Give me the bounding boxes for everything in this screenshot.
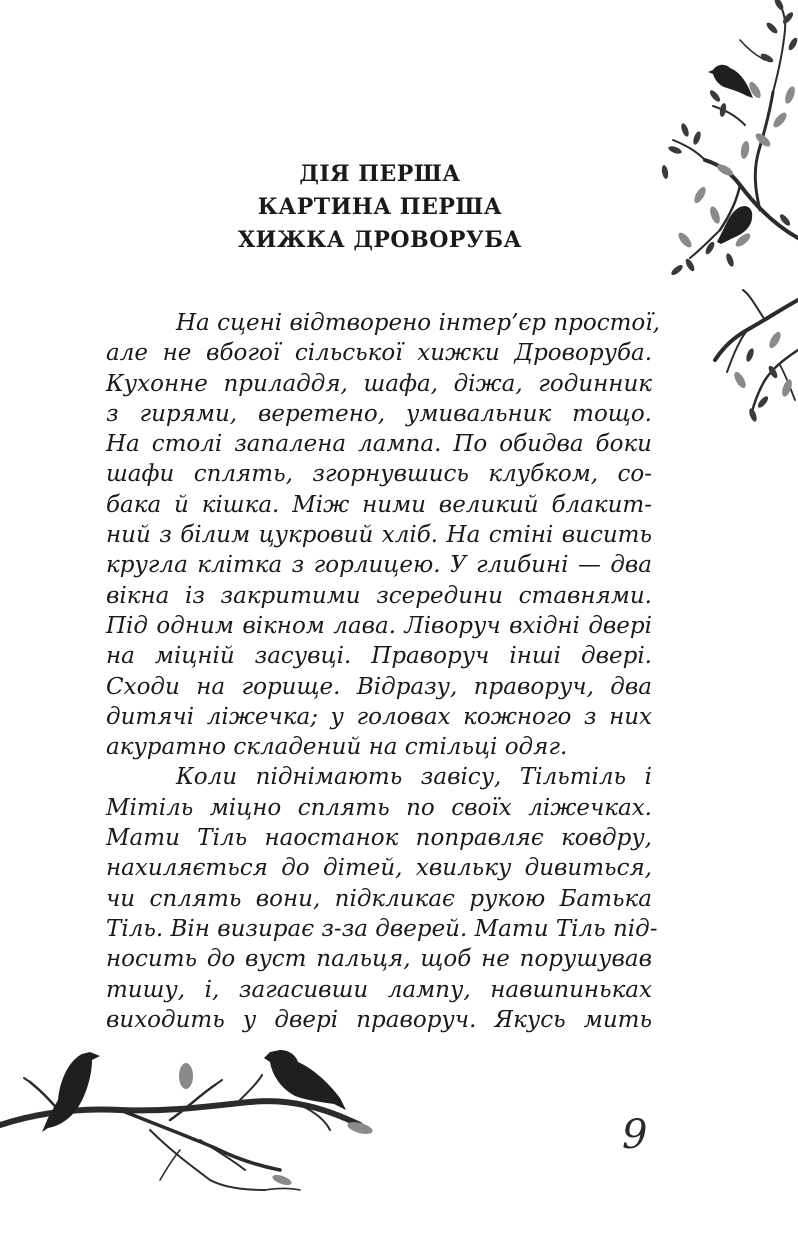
- tree-branch-birds-icon: [655, 0, 798, 425]
- text-line: але не вбогої сільської хижки Дроворуба.: [106, 340, 652, 367]
- text-line: нахиляється до дітей, хвильку дивиться,: [106, 855, 652, 882]
- scene-heading: КАРТИНА ПЕРША: [257, 194, 503, 220]
- headings: [150, 158, 610, 257]
- place-heading: ХИЖКА ДРОВОРУБА: [238, 227, 522, 253]
- text-line: ний з білим цукровий хліб. На стіні висить: [106, 522, 652, 549]
- text-line: Сходи на горище. Відразу, праворуч, два: [106, 673, 652, 700]
- text-line: з гирями, веретено, умивальник тощо.: [106, 400, 652, 427]
- text-line: тишу, і, загасивши лампу, навшпиньках: [106, 976, 652, 1003]
- text-line: На столі запалена лампа. По обидва боки: [106, 431, 652, 458]
- text-line: кругла клітка з горлицею. У глибині — два: [106, 552, 652, 579]
- text-line: На сцені відтворено інтер’єр простої,: [176, 310, 660, 336]
- branch-birds-icon: [0, 1040, 380, 1200]
- text-line: шафи сплять, згорнувшись клубком, со-: [106, 461, 652, 488]
- text-line: на міцній засувці. Праворуч інші двері.: [106, 643, 652, 670]
- text-line: носить до вуст пальця, щоб не порушував: [106, 946, 652, 973]
- stage-directions: [106, 308, 660, 1035]
- paragraph: [106, 308, 660, 762]
- text-line: Мітіль міцно сплять по своїх ліжечках.: [106, 794, 652, 821]
- text-line: Мати Тіль наостанок поправляє ковдру,: [106, 825, 652, 852]
- text-line: Кухонне приладдя, шафа, діжа, годинник: [106, 370, 652, 397]
- page-number: 9: [622, 1112, 648, 1158]
- text-line: бака й кішка. Між ними великий блакит-: [106, 491, 652, 518]
- text-line: вікна із закритими зсередини ставнями.: [106, 582, 652, 609]
- text-line: акуратно складений на стільці одяг.: [106, 734, 568, 761]
- act-heading: ДІЯ ПЕРША: [299, 161, 461, 187]
- text-line: Тіль. Він визирає з-за дверей. Мати Тіль під-: [106, 915, 658, 942]
- text-line: чи сплять вони, підкликає рукою Батька: [106, 885, 652, 912]
- paragraph: [106, 762, 658, 1035]
- text-line: виходить у двері праворуч. Якусь мить: [106, 1006, 652, 1033]
- text-line: дитячі ліжечка; у головах кожного з них: [106, 703, 652, 730]
- text-line: Коли піднімають завісу, Тільтіль і: [176, 764, 652, 791]
- text-line: Під одним вікном лава. Ліворуч вхідні двері: [106, 612, 652, 639]
